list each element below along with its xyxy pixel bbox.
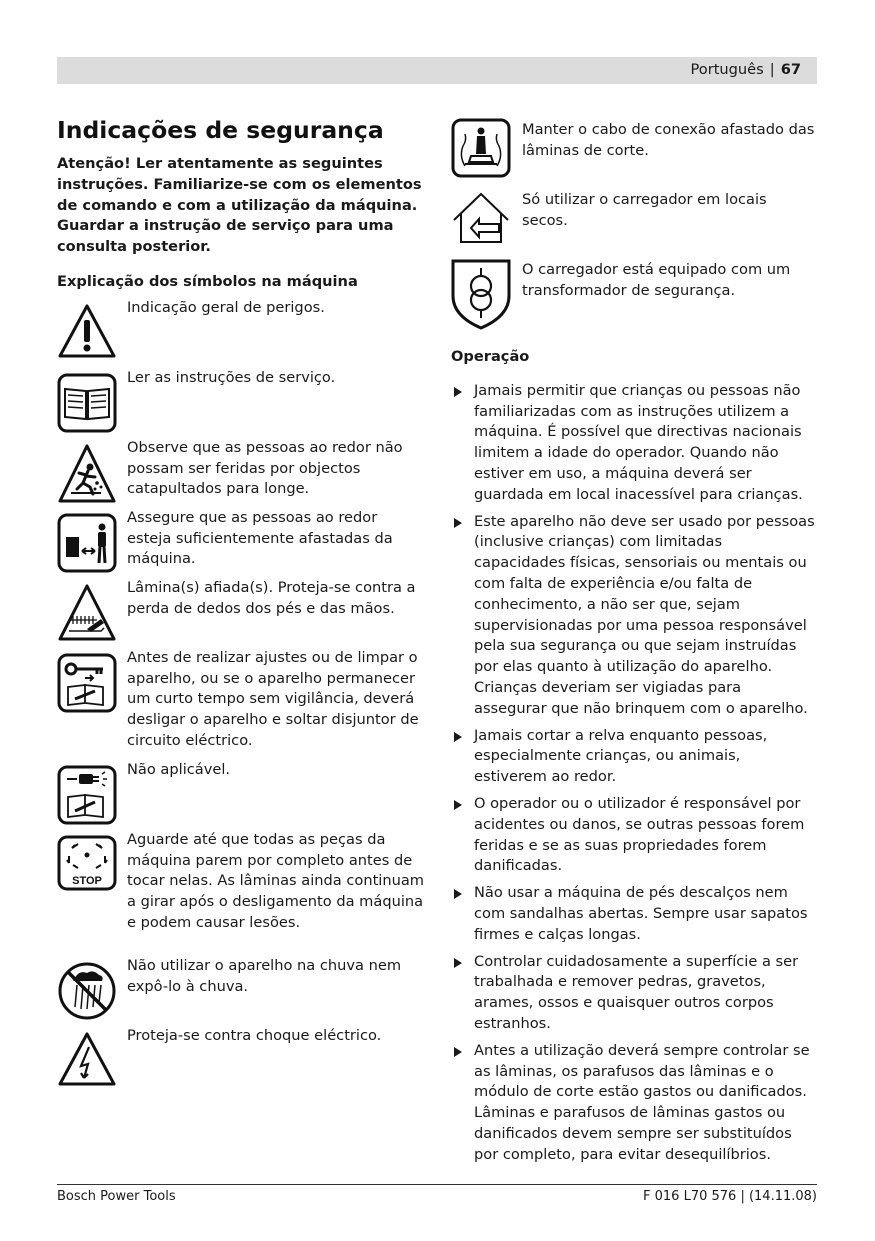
- indoor-use-icon: [451, 188, 511, 248]
- symbol-row: [57, 956, 425, 1031]
- thrown-objects-warning-icon: [57, 443, 117, 505]
- sharp-blades-warning-icon: [57, 583, 117, 643]
- page-header: [57, 57, 817, 84]
- operation-list: [451, 381, 817, 1166]
- intro-warning: Atenção! Ler atentamente as seguintes instruções. Familiarize-se com os elementos de comando e com a utilização da máquina. Guardar a instrução de serviço para uma consulta posterior.: [57, 155, 422, 256]
- symbol-text: O carregador está equipado com um transformador de segurança.: [522, 261, 791, 299]
- symbol-text: Assegure que as pessoas ao redor esteja suficientemente afastadas da máquina.: [127, 508, 393, 568]
- list-item: Controlar cuidadosamente a superfície a ser trabalhada e remover pedras, gravetos, arames, ossos e quaisquer outros corpos estranhos.: [451, 952, 817, 1035]
- operation-heading: Operação: [451, 348, 530, 365]
- disconnect-plug-icon: [57, 765, 117, 825]
- list-item: Jamais permitir que crianças ou pessoas não familiarizadas com as instruções utilizem a máquina. É possível que directivas nacionais limitem a idade do operador. Quando não estiver em uso, a máquina deverá ser guardada em local inacessível para crianças.: [451, 381, 817, 506]
- safety-transformer-icon: [451, 258, 511, 330]
- symbol-text: Não aplicável.: [127, 760, 231, 778]
- footer-brand: Bosch Power Tools: [57, 1189, 176, 1204]
- symbol-row: [57, 368, 425, 443]
- general-danger-warning-icon: [57, 303, 117, 359]
- symbol-row: [451, 258, 817, 344]
- symbol-text: Só utilizar o carregador em locais secos.: [522, 191, 767, 229]
- page-footer: [57, 1184, 817, 1206]
- symbol-row: [57, 298, 425, 373]
- symbol-row: [57, 578, 425, 653]
- symbol-row: [57, 508, 425, 583]
- symbol-text: Antes de realizar ajustes ou de limpar o aparelho, ou se o aparelho permanecer um curto tempo sem vigilância, deverá desligar o aparelho e soltar disjuntor de circuito eléctrico.: [127, 648, 419, 749]
- symbol-text: Não utilizar o aparelho na chuva nem expô-lo à chuva.: [127, 956, 402, 995]
- list-item: Este aparelho não deve ser usado por pessoas (inclusive crianças) com limitadas capacidades físicas, sensoriais ou mentais ou com falta de experiência e/ou falta de conhecimento, a não ser que, sejam supervisionadas por uma pessoa responsável pela sua segurança ou que sejam instruídas por elas quanto à utilização do aparelho. Crianças deveriam ser vigiadas para assegurar que não brinquem com o aparelho.: [451, 512, 817, 720]
- symbol-text: Manter o cabo de conexão afastado das lâminas de corte.: [522, 121, 815, 159]
- no-rain-icon: [57, 961, 117, 1021]
- right-column: [451, 112, 817, 1171]
- symbol-row: [57, 438, 425, 513]
- symbol-text: Proteja-se contra choque eléctrico.: [127, 1026, 382, 1044]
- electric-shock-warning-icon: [57, 1031, 117, 1087]
- left-column: [57, 112, 425, 1101]
- wait-stop-icon: [57, 835, 117, 891]
- symbol-row: [57, 1026, 425, 1101]
- list-item: Antes a utilização deverá sempre controlar se as lâminas, os parafusos das lâminas e o módulo de corte estão gastos ou danificados. Lâminas e parafusos de lâminas gastos ou danificados devem sempre ser substituídos por completo, para evitar desequilíbrios.: [451, 1041, 817, 1166]
- symbol-row: [57, 648, 425, 765]
- symbol-text: Aguarde até que todas as peças da máquina parem por completo antes de tocar nelas. As lâminas ainda continuam a girar após o desligamento da máquina e podem causar lesões.: [127, 830, 425, 931]
- list-item: O operador ou o utilizador é responsável por acidentes ou danos, se outras pessoas forem feridas e se as suas propriedades forem danificadas.: [451, 794, 817, 877]
- symbol-row: [57, 830, 425, 961]
- keep-cable-away-icon: [451, 118, 511, 178]
- symbol-row: [451, 118, 817, 188]
- symbols-heading: Explicação dos símbolos na máquina: [57, 272, 358, 290]
- page-title: Indicações de segurança: [57, 116, 384, 144]
- remove-key-icon: [57, 653, 117, 713]
- symbol-row: [57, 760, 425, 835]
- stop-label: STOP: [72, 874, 102, 887]
- page-number: 67: [780, 61, 801, 79]
- symbol-text: Observe que as pessoas ao redor não possam ser feridas por objectos catapultados para longe.: [127, 438, 403, 498]
- keep-distance-icon: [57, 513, 117, 573]
- list-item: Jamais cortar a relva enquanto pessoas, especialmente crianças, ou animais, estiverem ao redor.: [451, 726, 817, 788]
- read-manual-icon: [57, 373, 117, 433]
- list-item: Não usar a máquina de pés descalços nem com sandalhas abertas. Sempre usar sapatos firmes e calças longas.: [451, 883, 817, 945]
- footer-doc-id: F 016 L70 576 | (14.11.08): [643, 1189, 817, 1204]
- symbol-text: Indicação geral de perigos.: [127, 298, 325, 316]
- symbol-text: Ler as instruções de serviço.: [127, 368, 336, 386]
- symbol-text: Lâmina(s) afiada(s). Proteja-se contra a perda de dedos dos pés e das mãos.: [127, 578, 416, 617]
- header-separator: |: [769, 61, 775, 79]
- symbol-row: [451, 188, 817, 258]
- section-name: Português: [690, 61, 764, 79]
